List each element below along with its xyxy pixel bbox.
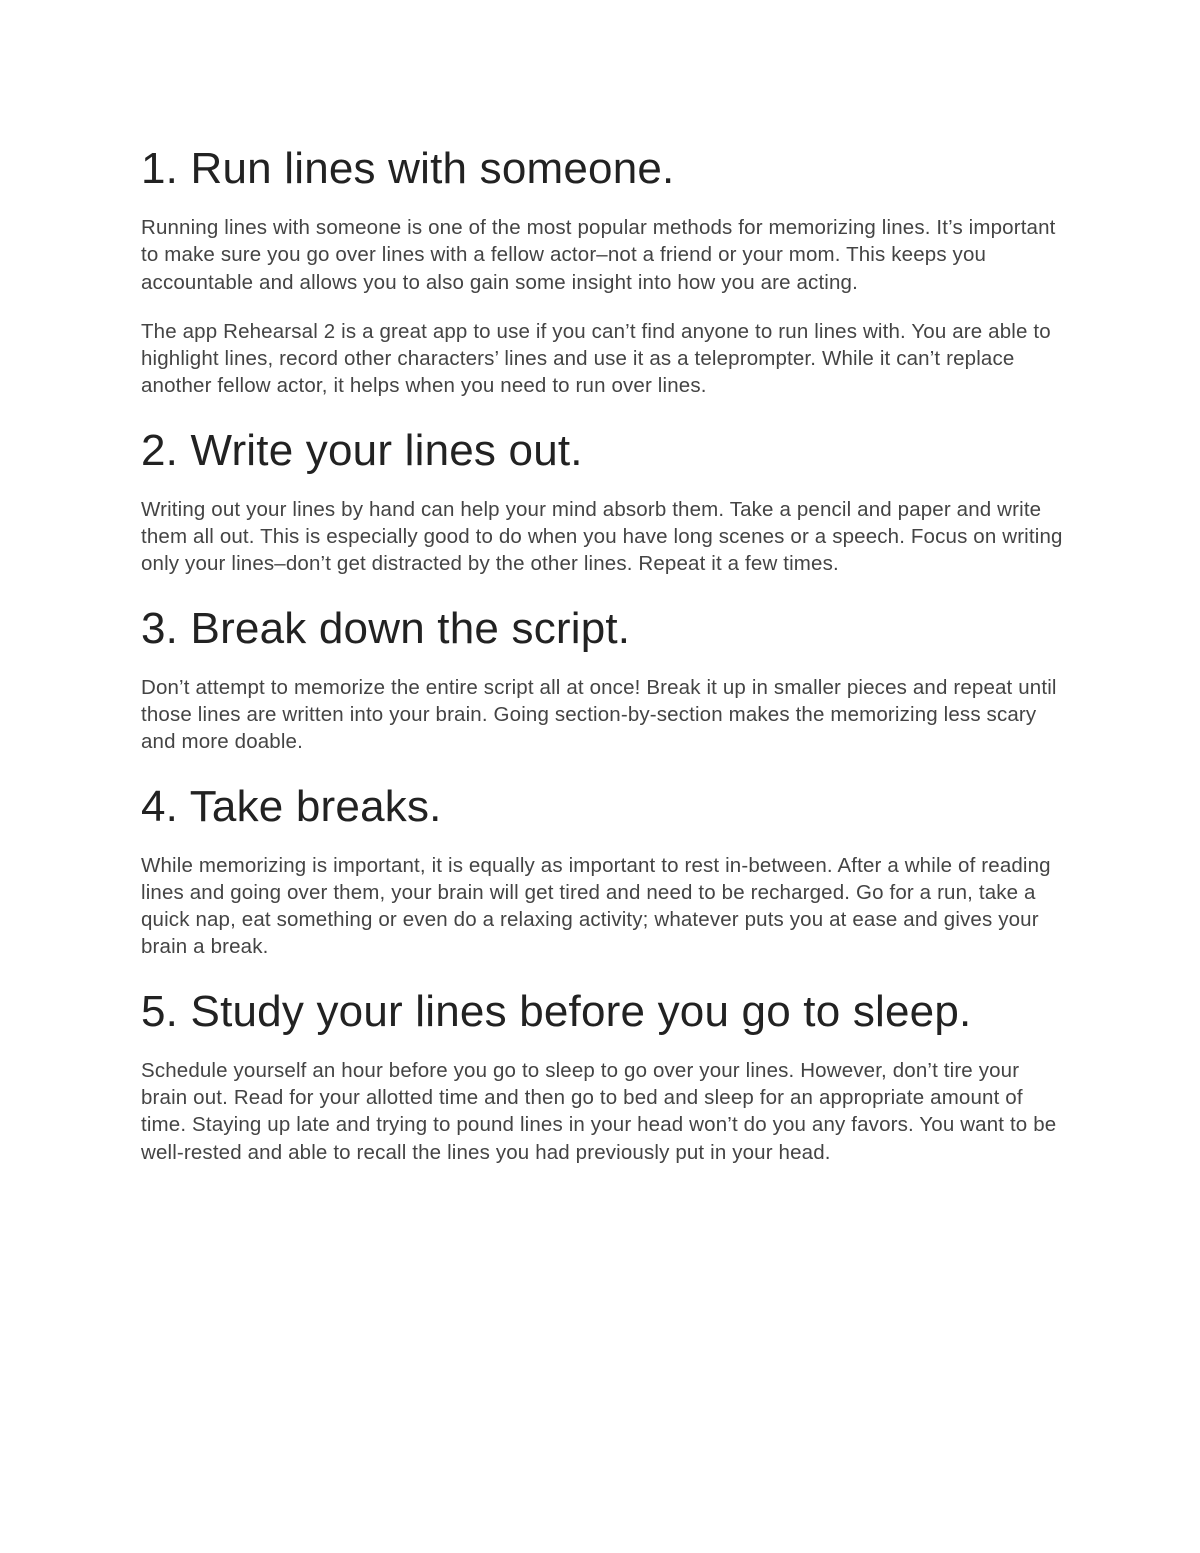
document-page (141, 140, 1071, 1188)
section-break-down-script (141, 600, 1071, 756)
section-heading: 3. Break down the script. (141, 603, 631, 653)
paragraph: Writing out your lines by hand can help your mind absorb them. Take a pencil and paper and write them all out. This is especially good to do when you have long scenes or a speech. Focus on writing only your lines–don’t get distracted by the other lines. Repeat it a few times. (141, 497, 1063, 576)
section-take-breaks (141, 778, 1071, 961)
paragraph: While memorizing is important, it is equally as important to rest in-between. After a while of reading lines and going over them, your brain will get tired and need to be recharged. Go for a run, take a quick nap, eat something or even do a relaxing activity; whatever puts you at ease and gives your brain a break. (141, 853, 1051, 959)
section-heading: 4. Take breaks. (141, 781, 442, 831)
section-heading: 2. Write your lines out. (141, 425, 583, 475)
section-run-lines (141, 140, 1071, 400)
paragraph: Schedule yourself an hour before you go to sleep to go over your lines. However, don’t tire your brain out. Read for your allotted time and then go to bed and sleep for an appropriate amount of time. Staying up late and trying to pound lines in your head won’t do you any favors. You want to be well-rested and able to recall the lines you had previously put in your head. (141, 1058, 1057, 1164)
paragraph: Running lines with someone is one of the most popular methods for memorizing lines. It’s important to make sure you go over lines with a fellow actor–not a friend or your mom. This keeps you accountable and allows you to also gain some insight into how you are acting. (141, 216, 1056, 294)
section-heading: 5. Study your lines before you go to sleep. (141, 986, 972, 1036)
section-write-lines (141, 422, 1071, 578)
section-heading: 1. Run lines with someone. (141, 144, 675, 193)
section-study-before-sleep (141, 983, 1071, 1166)
paragraph: Don’t attempt to memorize the entire script all at once! Break it up in smaller pieces and repeat until those lines are written into your brain. Going section-by-section makes the memorizing less scary and more doable. (141, 675, 1057, 754)
paragraph: The app Rehearsal 2 is a great app to use if you can’t find anyone to run lines with. You are able to highlight lines, record other characters’ lines and use it as a teleprompter. While it can’t replace another fellow actor, it helps when you need to run over lines. (141, 319, 1051, 398)
